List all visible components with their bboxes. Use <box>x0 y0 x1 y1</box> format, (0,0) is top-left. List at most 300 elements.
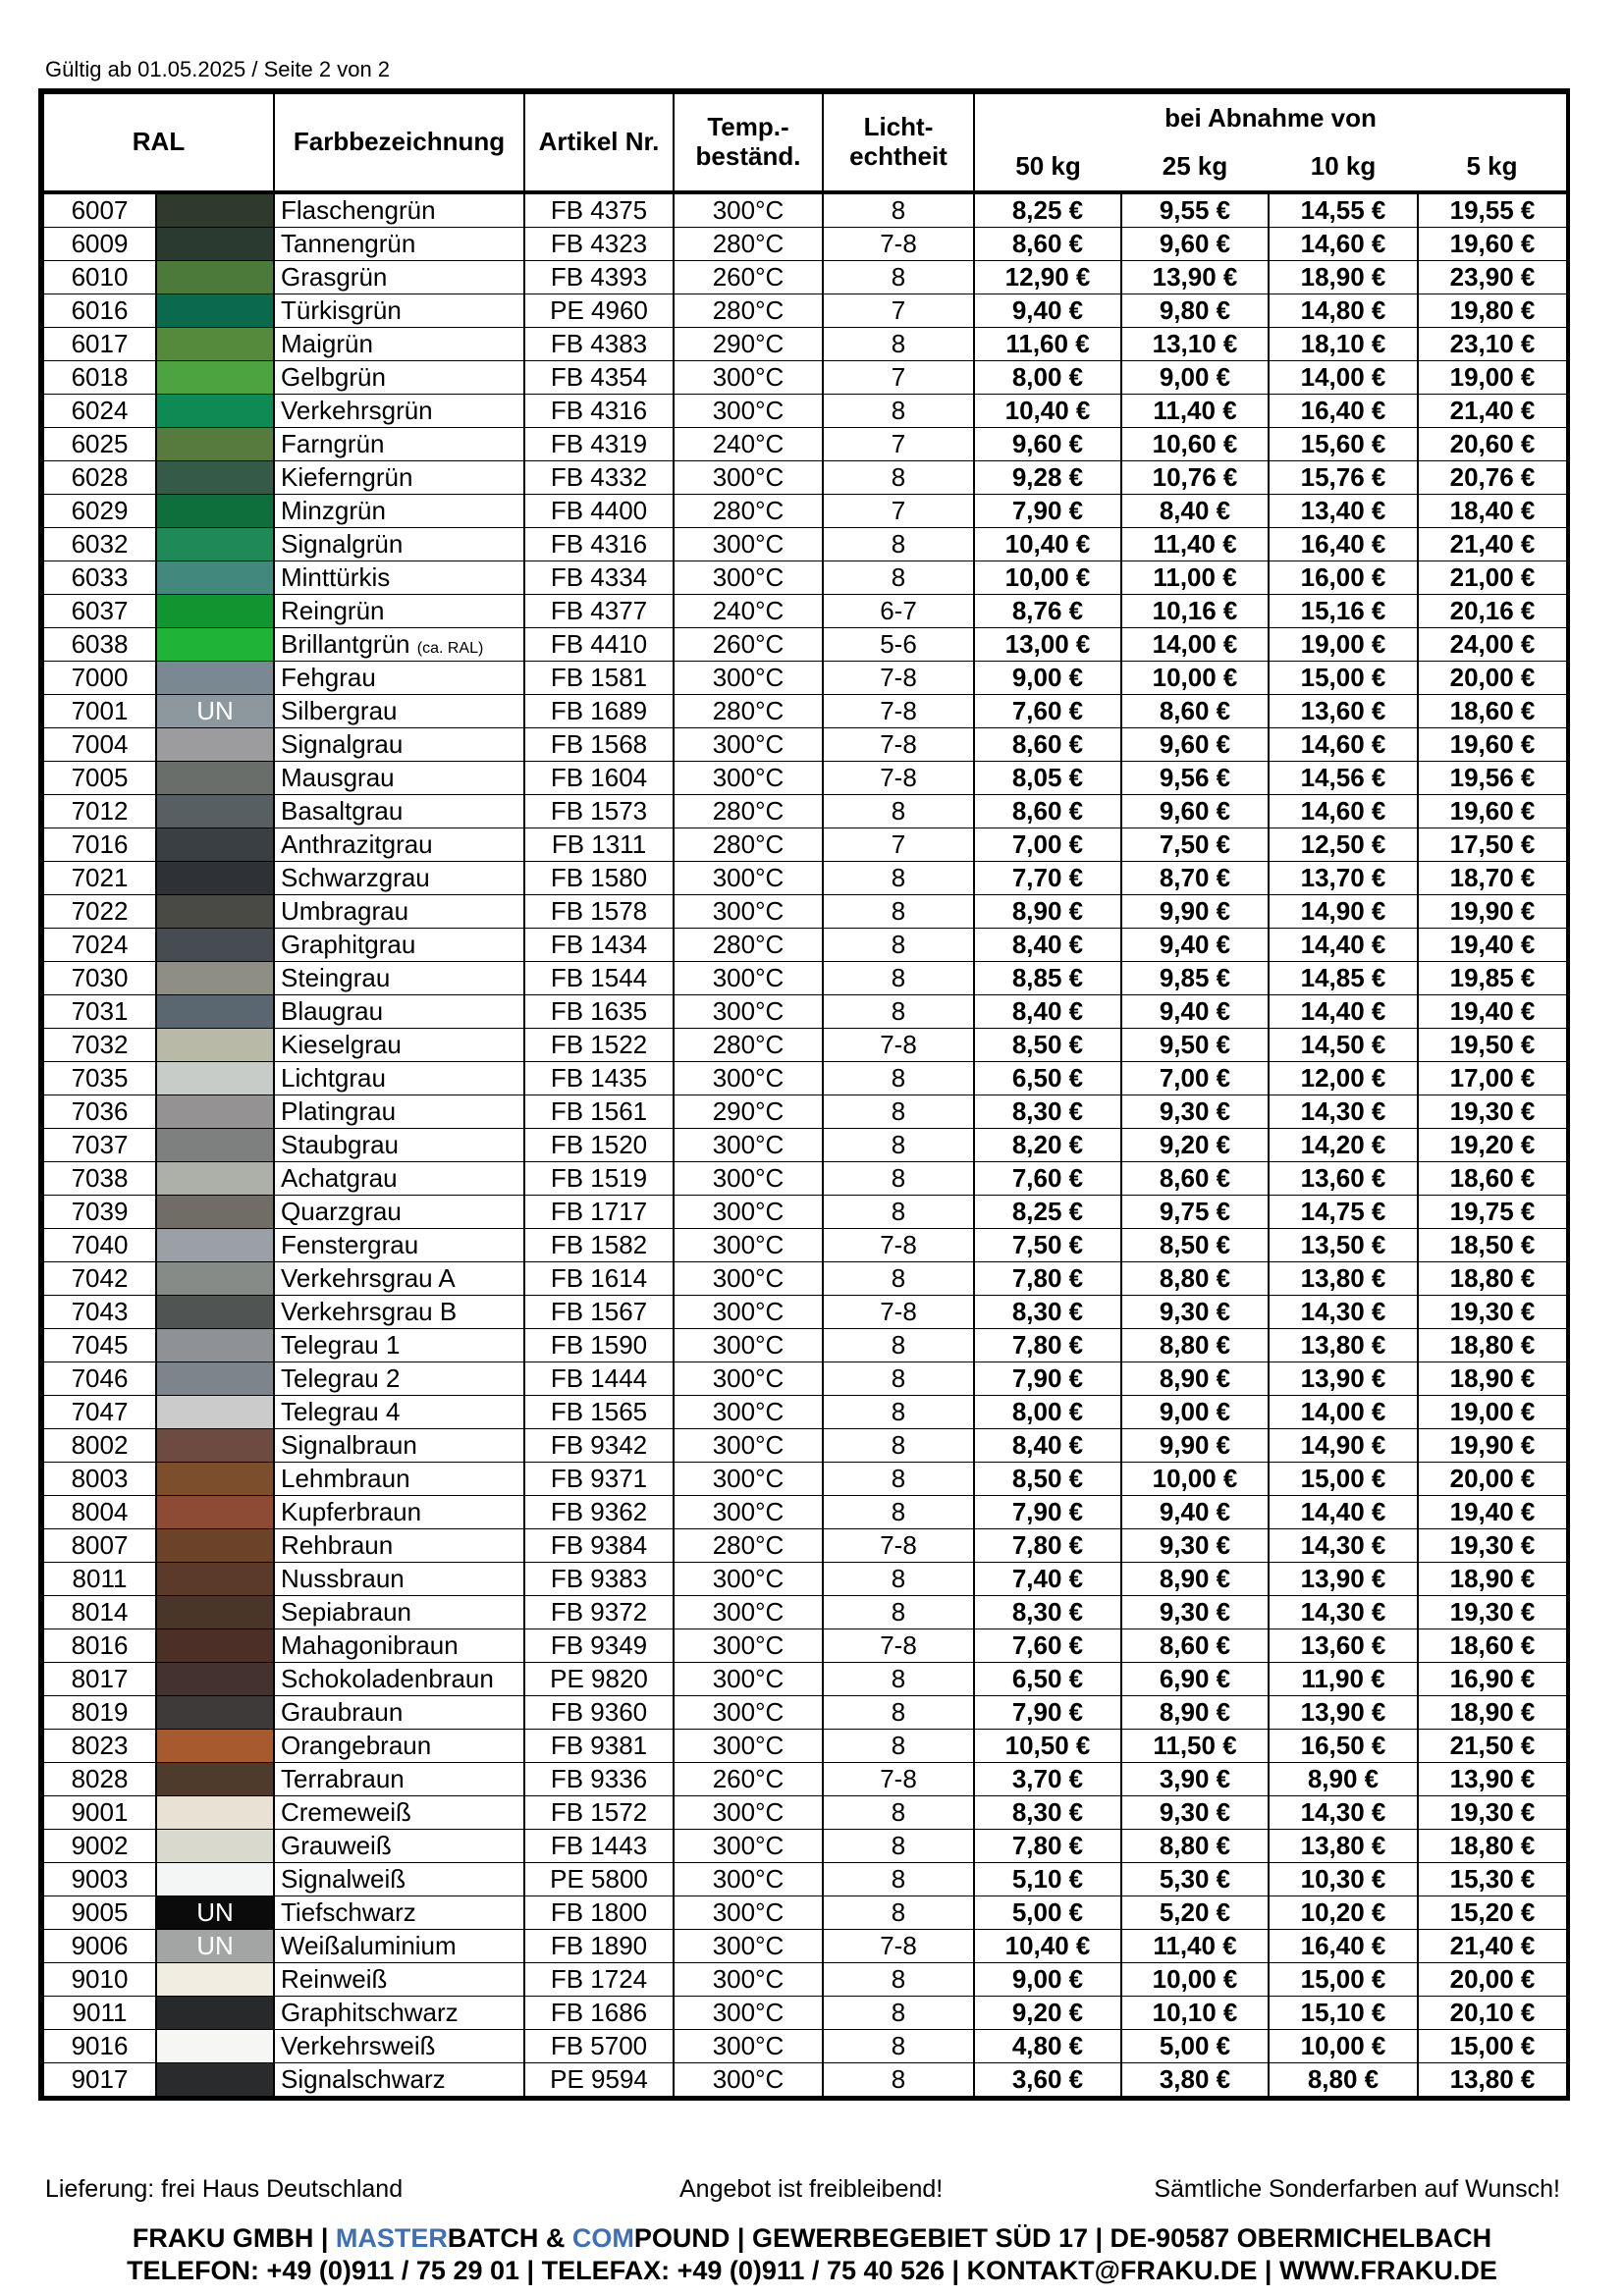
ral-code: 7040 <box>43 1229 156 1262</box>
ral-code: 9016 <box>43 2030 156 2063</box>
price-25kg: 9,90 € <box>1121 895 1269 929</box>
lightfastness: 8 <box>823 795 974 828</box>
ral-code: 7042 <box>43 1262 156 1296</box>
color-name-text: Signalbraun <box>281 1430 417 1460</box>
color-swatch <box>156 1496 274 1529</box>
table-row <box>43 428 1567 461</box>
color-name <box>274 795 524 828</box>
color-name-text: Verkehrsgrün <box>281 396 433 425</box>
lightfastness: 8 <box>823 929 974 962</box>
brand-master: MASTER <box>335 2223 448 2253</box>
temperature-resistance: 280°C <box>674 1029 823 1062</box>
price-10kg: 14,30 € <box>1269 1796 1418 1830</box>
price-50kg: 8,05 € <box>974 762 1121 795</box>
ral-code: 6033 <box>43 561 156 595</box>
price-10kg: 14,40 € <box>1269 929 1418 962</box>
temperature-resistance: 300°C <box>674 2063 823 2097</box>
price-10kg: 14,30 € <box>1269 1529 1418 1563</box>
lightfastness: 8 <box>823 895 974 929</box>
price-5kg: 19,00 € <box>1418 1396 1567 1429</box>
table-row <box>43 228 1567 261</box>
ral-code: 8003 <box>43 1463 156 1496</box>
price-5kg: 18,90 € <box>1418 1563 1567 1596</box>
table-row <box>43 1763 1567 1796</box>
color-swatch <box>156 1029 274 1062</box>
price-5kg: 21,50 € <box>1418 1730 1567 1763</box>
article-number: FB 9360 <box>524 1696 674 1730</box>
ral-code: 8019 <box>43 1696 156 1730</box>
col-header-5kg: 5 kg <box>1418 143 1567 192</box>
ral-code: 6037 <box>43 595 156 628</box>
price-25kg: 9,90 € <box>1121 1429 1269 1463</box>
price-10kg: 8,80 € <box>1269 2063 1418 2097</box>
price-5kg: 19,30 € <box>1418 1095 1567 1129</box>
price-25kg: 8,40 € <box>1121 495 1269 528</box>
temperature-resistance: 300°C <box>674 395 823 428</box>
table-row <box>43 828 1567 862</box>
article-number: FB 1890 <box>524 1930 674 1963</box>
temperature-resistance: 300°C <box>674 1129 823 1162</box>
price-50kg: 8,30 € <box>974 1296 1121 1329</box>
color-swatch <box>156 1296 274 1329</box>
color-swatch <box>156 428 274 461</box>
lightfastness: 8 <box>823 1796 974 1830</box>
price-5kg: 19,30 € <box>1418 1796 1567 1830</box>
price-10kg: 16,40 € <box>1269 1930 1418 1963</box>
price-5kg: 18,80 € <box>1418 1329 1567 1362</box>
price-50kg: 12,90 € <box>974 261 1121 294</box>
price-5kg: 18,60 € <box>1418 1162 1567 1196</box>
price-50kg: 7,70 € <box>974 862 1121 895</box>
price-5kg: 18,70 € <box>1418 862 1567 895</box>
table-row <box>43 929 1567 962</box>
article-number: FB 1444 <box>524 1362 674 1396</box>
price-10kg: 15,76 € <box>1269 461 1418 495</box>
price-25kg: 9,85 € <box>1121 962 1269 995</box>
price-10kg: 13,80 € <box>1269 1329 1418 1362</box>
ral-code: 8016 <box>43 1629 156 1663</box>
article-number: FB 1561 <box>524 1095 674 1129</box>
price-5kg: 19,30 € <box>1418 1296 1567 1329</box>
table-row <box>43 1563 1567 1596</box>
color-name-text: Grasgrün <box>281 262 388 292</box>
price-25kg: 10,76 € <box>1121 461 1269 495</box>
price-10kg: 14,30 € <box>1269 1596 1418 1629</box>
color-swatch <box>156 1196 274 1229</box>
article-number: FB 4410 <box>524 628 674 662</box>
ral-code: 7005 <box>43 762 156 795</box>
temperature-resistance: 240°C <box>674 595 823 628</box>
table-row <box>43 1496 1567 1529</box>
temperature-resistance: 300°C <box>674 1663 823 1696</box>
lightfastness: 8 <box>823 561 974 595</box>
temperature-resistance: 300°C <box>674 1496 823 1529</box>
price-10kg: 14,75 € <box>1269 1196 1418 1229</box>
color-name <box>274 1796 524 1830</box>
article-number: FB 1580 <box>524 862 674 895</box>
price-25kg: 5,20 € <box>1121 1896 1269 1930</box>
col-header-article: Artikel Nr. <box>524 93 674 192</box>
color-name-text: Telegrau 4 <box>281 1397 401 1426</box>
color-name-text: Graphitschwarz <box>281 1998 459 2027</box>
color-name <box>274 1730 524 1763</box>
article-number: PE 9820 <box>524 1663 674 1696</box>
lightfastness: 7 <box>823 428 974 461</box>
article-number: FB 1567 <box>524 1296 674 1329</box>
price-25kg: 8,60 € <box>1121 1629 1269 1663</box>
price-5kg: 19,30 € <box>1418 1596 1567 1629</box>
col-header-25kg: 25 kg <box>1121 143 1269 192</box>
temperature-resistance: 280°C <box>674 929 823 962</box>
table-row <box>43 1997 1567 2030</box>
price-25kg: 8,90 € <box>1121 1563 1269 1596</box>
lightfastness: 8 <box>823 1262 974 1296</box>
color-name-text: Reingrün <box>281 596 385 625</box>
price-10kg: 12,50 € <box>1269 828 1418 862</box>
lightfastness: 8 <box>823 1663 974 1696</box>
lightfastness: 8 <box>823 1095 974 1129</box>
color-name-text: Minzgrün <box>281 496 386 525</box>
temperature-resistance: 300°C <box>674 1696 823 1730</box>
lightfastness: 8 <box>823 1596 974 1629</box>
color-swatch <box>156 2063 274 2097</box>
price-25kg: 9,60 € <box>1121 728 1269 762</box>
ral-code: 9006 <box>43 1930 156 1963</box>
color-swatch: UN <box>156 1930 274 1963</box>
color-name-text: Sepiabraun <box>281 1597 411 1627</box>
color-name-text: Silbergrau <box>281 696 398 725</box>
article-number: FB 1800 <box>524 1896 674 1930</box>
price-25kg: 14,00 € <box>1121 628 1269 662</box>
price-10kg: 8,90 € <box>1269 1763 1418 1796</box>
price-25kg: 11,40 € <box>1121 528 1269 561</box>
ral-code: 8007 <box>43 1529 156 1563</box>
price-25kg: 8,50 € <box>1121 1229 1269 1262</box>
color-name <box>274 1329 524 1362</box>
color-name <box>274 428 524 461</box>
color-swatch <box>156 1830 274 1863</box>
temperature-resistance: 300°C <box>674 995 823 1029</box>
color-name <box>274 1863 524 1896</box>
price-10kg: 10,00 € <box>1269 2030 1418 2063</box>
price-25kg: 10,16 € <box>1121 595 1269 628</box>
price-10kg: 16,00 € <box>1269 561 1418 595</box>
price-5kg: 19,56 € <box>1418 762 1567 795</box>
table-row <box>43 662 1567 695</box>
ral-code: 7045 <box>43 1329 156 1362</box>
lightfastness: 7 <box>823 294 974 328</box>
color-name <box>274 595 524 628</box>
table-row <box>43 1129 1567 1162</box>
article-number: FB 9362 <box>524 1496 674 1529</box>
price-50kg: 8,30 € <box>974 1796 1121 1830</box>
color-name-text: Grauweiß <box>281 1831 392 1860</box>
article-number: FB 9349 <box>524 1629 674 1663</box>
price-50kg: 7,80 € <box>974 1329 1121 1362</box>
lightfastness: 8 <box>823 1362 974 1396</box>
temperature-resistance: 300°C <box>674 962 823 995</box>
price-10kg: 14,20 € <box>1269 1129 1418 1162</box>
lightfastness: 8 <box>823 1329 974 1362</box>
ral-code: 6010 <box>43 261 156 294</box>
price-10kg: 14,40 € <box>1269 995 1418 1029</box>
article-number: FB 1573 <box>524 795 674 828</box>
price-50kg: 7,60 € <box>974 1629 1121 1663</box>
color-name-text: Basaltgrau <box>281 796 404 826</box>
color-name <box>274 1429 524 1463</box>
price-5kg: 18,80 € <box>1418 1830 1567 1863</box>
price-10kg: 14,40 € <box>1269 1496 1418 1529</box>
temperature-resistance: 300°C <box>674 662 823 695</box>
color-name-text: Platingrau <box>281 1096 397 1126</box>
color-name-text: Kieferngrün <box>281 462 413 492</box>
price-50kg: 3,60 € <box>974 2063 1121 2097</box>
color-name <box>274 461 524 495</box>
color-name-text: Graphitgrau <box>281 930 416 959</box>
color-name-text: Schokoladenbraun <box>281 1664 494 1693</box>
lightfastness: 7-8 <box>823 1029 974 1062</box>
delivery-note: Lieferung: frei Haus Deutschland <box>45 2175 404 2203</box>
article-number: FB 1582 <box>524 1229 674 1262</box>
article-number: FB 1443 <box>524 1830 674 1863</box>
color-name <box>274 862 524 895</box>
ral-code: 8017 <box>43 1663 156 1696</box>
table-row <box>43 1596 1567 1629</box>
lightfastness: 7-8 <box>823 1930 974 1963</box>
ral-code: 7004 <box>43 728 156 762</box>
color-name <box>274 1763 524 1796</box>
color-swatch <box>156 895 274 929</box>
color-swatch <box>156 1730 274 1763</box>
color-name <box>274 828 524 862</box>
color-swatch <box>156 1563 274 1596</box>
color-name-text: Minttürkis <box>281 562 391 592</box>
price-5kg: 18,40 € <box>1418 495 1567 528</box>
price-10kg: 14,85 € <box>1269 962 1418 995</box>
color-name-text: Anthrazitgrau <box>281 829 433 859</box>
color-name <box>274 762 524 795</box>
company-address <box>0 2223 1624 2254</box>
temperature-resistance: 300°C <box>674 1596 823 1629</box>
color-swatch <box>156 728 274 762</box>
temperature-resistance: 300°C <box>674 1563 823 1596</box>
color-swatch <box>156 495 274 528</box>
ral-code: 7046 <box>43 1362 156 1396</box>
price-10kg: 14,90 € <box>1269 895 1418 929</box>
ral-code: 7030 <box>43 962 156 995</box>
price-25kg: 10,00 € <box>1121 662 1269 695</box>
table-row <box>43 628 1567 662</box>
price-10kg: 14,00 € <box>1269 361 1418 395</box>
price-50kg: 10,40 € <box>974 395 1121 428</box>
price-5kg: 19,60 € <box>1418 728 1567 762</box>
lightfastness: 8 <box>823 1997 974 2030</box>
color-name-text: Farngrün <box>281 429 385 458</box>
color-name-text: Nussbraun <box>281 1564 405 1593</box>
ral-code: 9011 <box>43 1997 156 2030</box>
color-swatch <box>156 1463 274 1496</box>
price-10kg: 13,90 € <box>1269 1362 1418 1396</box>
price-10kg: 15,00 € <box>1269 662 1418 695</box>
table-row <box>43 192 1567 228</box>
lightfastness: 8 <box>823 1496 974 1529</box>
price-25kg: 8,80 € <box>1121 1262 1269 1296</box>
price-10kg: 14,55 € <box>1269 192 1418 228</box>
price-5kg: 19,60 € <box>1418 795 1567 828</box>
color-name <box>274 1262 524 1296</box>
article-number: FB 4323 <box>524 228 674 261</box>
price-5kg: 18,80 € <box>1418 1262 1567 1296</box>
color-swatch <box>156 1596 274 1629</box>
price-50kg: 8,50 € <box>974 1463 1121 1496</box>
ral-code: 7021 <box>43 862 156 895</box>
price-50kg: 5,00 € <box>974 1896 1121 1930</box>
lightfastness: 7-8 <box>823 228 974 261</box>
color-name-text: Cremeweiß <box>281 1797 411 1827</box>
ral-code: 7043 <box>43 1296 156 1329</box>
price-50kg: 8,00 € <box>974 1396 1121 1429</box>
temperature-resistance: 300°C <box>674 862 823 895</box>
color-name <box>274 895 524 929</box>
temperature-resistance: 280°C <box>674 695 823 728</box>
temperature-resistance: 280°C <box>674 294 823 328</box>
brand-batch: BATCH & <box>447 2223 572 2253</box>
table-row <box>43 461 1567 495</box>
price-10kg: 10,20 € <box>1269 1896 1418 1930</box>
table-row <box>43 1062 1567 1095</box>
article-number: FB 9371 <box>524 1463 674 1496</box>
ral-code: 6028 <box>43 461 156 495</box>
price-10kg: 14,60 € <box>1269 228 1418 261</box>
lightfastness: 8 <box>823 1396 974 1429</box>
col-header-ral: RAL <box>43 93 274 192</box>
price-50kg: 8,76 € <box>974 595 1121 628</box>
price-5kg: 19,60 € <box>1418 228 1567 261</box>
table-row <box>43 1529 1567 1563</box>
ral-code: 6018 <box>43 361 156 395</box>
price-5kg: 19,40 € <box>1418 995 1567 1029</box>
price-25kg: 13,90 € <box>1121 261 1269 294</box>
temperature-resistance: 300°C <box>674 1463 823 1496</box>
color-name-text: Fehgrau <box>281 663 376 692</box>
article-number: FB 4377 <box>524 595 674 628</box>
article-number: FB 1522 <box>524 1029 674 1062</box>
color-swatch <box>156 1396 274 1429</box>
price-50kg: 7,90 € <box>974 1696 1121 1730</box>
color-name-text: Fenstergrau <box>281 1230 419 1259</box>
color-name-text: Mausgrau <box>281 763 395 792</box>
price-5kg: 19,50 € <box>1418 1029 1567 1062</box>
color-name <box>274 1396 524 1429</box>
color-name-text: Schwarzgrau <box>281 863 430 892</box>
price-10kg: 13,60 € <box>1269 695 1418 728</box>
price-50kg: 7,40 € <box>974 1563 1121 1596</box>
article-number: FB 1604 <box>524 762 674 795</box>
color-name-text: Signalgrau <box>281 729 404 759</box>
price-5kg: 20,00 € <box>1418 1963 1567 1997</box>
table-row <box>43 1162 1567 1196</box>
color-swatch <box>156 1863 274 1896</box>
color-name <box>274 695 524 728</box>
price-5kg: 19,85 € <box>1418 962 1567 995</box>
price-5kg: 19,75 € <box>1418 1196 1567 1229</box>
article-number: FB 4316 <box>524 528 674 561</box>
lightfastness: 8 <box>823 862 974 895</box>
color-swatch <box>156 328 274 361</box>
color-name <box>274 962 524 995</box>
price-5kg: 19,40 € <box>1418 929 1567 962</box>
price-10kg: 14,00 € <box>1269 1396 1418 1429</box>
price-10kg: 15,10 € <box>1269 1997 1418 2030</box>
price-50kg: 13,00 € <box>974 628 1121 662</box>
table-row <box>43 361 1567 395</box>
article-number: FB 9336 <box>524 1763 674 1796</box>
table-row <box>43 728 1567 762</box>
col-header-light: Licht- echtheit <box>823 93 974 192</box>
price-5kg: 23,10 € <box>1418 328 1567 361</box>
price-10kg: 14,80 € <box>1269 294 1418 328</box>
price-10kg: 15,16 € <box>1269 595 1418 628</box>
price-10kg: 13,40 € <box>1269 495 1418 528</box>
temperature-resistance: 300°C <box>674 1329 823 1362</box>
price-50kg: 9,00 € <box>974 662 1121 695</box>
lightfastness: 7 <box>823 361 974 395</box>
color-swatch <box>156 395 274 428</box>
price-50kg: 9,28 € <box>974 461 1121 495</box>
price-5kg: 19,90 € <box>1418 895 1567 929</box>
price-50kg: 8,60 € <box>974 795 1121 828</box>
color-name <box>274 929 524 962</box>
ral-code: 7032 <box>43 1029 156 1062</box>
color-name-text: Tiefschwarz <box>281 1897 416 1927</box>
price-25kg: 9,40 € <box>1121 995 1269 1029</box>
price-5kg: 21,40 € <box>1418 1930 1567 1963</box>
price-25kg: 8,60 € <box>1121 695 1269 728</box>
table-row <box>43 1329 1567 1362</box>
lightfastness: 8 <box>823 192 974 228</box>
color-name <box>274 361 524 395</box>
color-swatch <box>156 361 274 395</box>
lightfastness: 8 <box>823 461 974 495</box>
ral-code: 6025 <box>43 428 156 461</box>
lightfastness: 8 <box>823 528 974 561</box>
color-swatch <box>156 1763 274 1796</box>
price-5kg: 19,80 € <box>1418 294 1567 328</box>
price-50kg: 10,00 € <box>974 561 1121 595</box>
ral-code: 7016 <box>43 828 156 862</box>
color-name <box>274 328 524 361</box>
table-row <box>43 495 1567 528</box>
article-number: FB 1717 <box>524 1196 674 1229</box>
ral-code: 7039 <box>43 1196 156 1229</box>
color-swatch <box>156 1329 274 1362</box>
color-swatch <box>156 862 274 895</box>
price-5kg: 18,90 € <box>1418 1362 1567 1396</box>
color-name <box>274 1529 524 1563</box>
color-swatch <box>156 1162 274 1196</box>
color-name <box>274 528 524 561</box>
price-10kg: 10,30 € <box>1269 1863 1418 1896</box>
price-50kg: 8,25 € <box>974 192 1121 228</box>
table-row <box>43 1629 1567 1663</box>
col-header-10kg: 10 kg <box>1269 143 1418 192</box>
color-name-text: Reinweiß <box>281 1964 388 1994</box>
table-row <box>43 1696 1567 1730</box>
price-50kg: 8,00 € <box>974 361 1121 395</box>
table-row <box>43 1930 1567 1963</box>
temperature-resistance: 300°C <box>674 1362 823 1396</box>
color-name <box>274 261 524 294</box>
